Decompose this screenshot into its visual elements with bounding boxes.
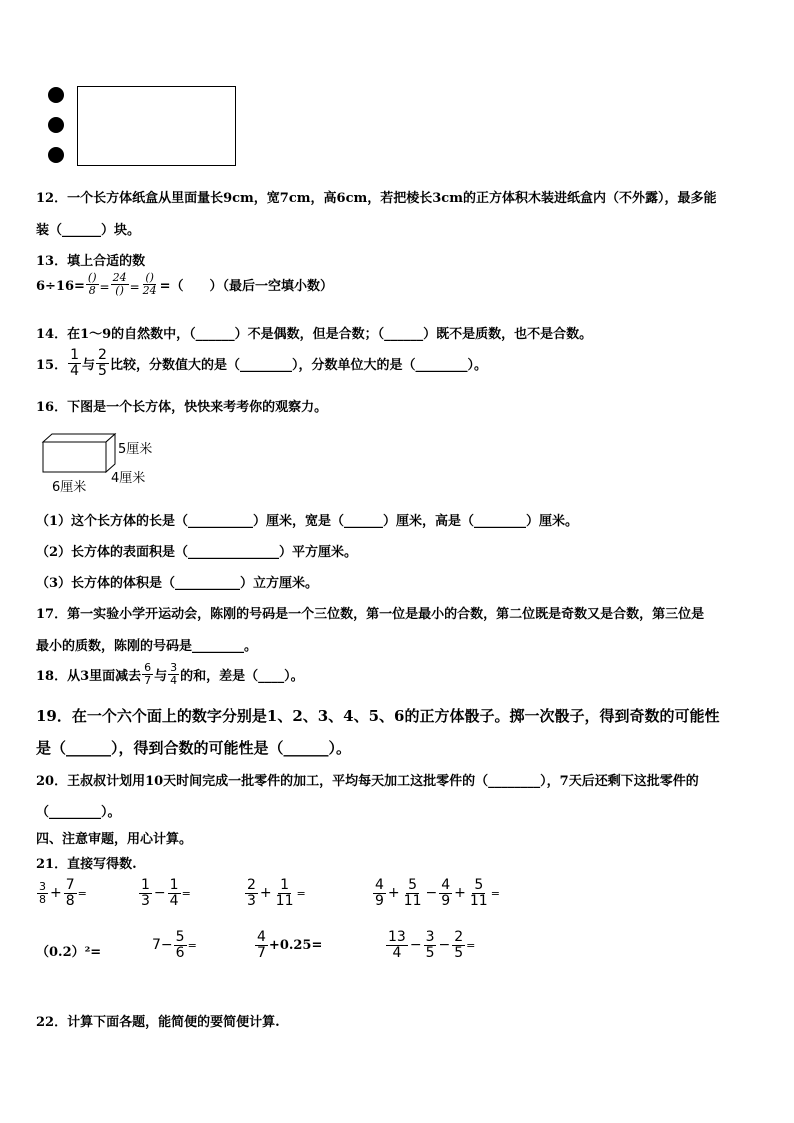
empty-rectangle-figure	[77, 86, 236, 166]
q13-f3-numerator: ()	[145, 271, 154, 284]
q21-e4-frac-a	[373, 878, 386, 908]
denominator: 3	[141, 892, 150, 909]
q15-rest: 比较，分数值大的是（________），分数单位大的是（________）。	[109, 357, 487, 373]
q16-sub1: （1）这个长方体的长是（__________）厘米，宽是（______）厘米，高是（________）厘米。	[36, 514, 579, 529]
denominator: 3	[247, 892, 256, 909]
numerator: 4	[441, 877, 451, 893]
q21-expr-4	[372, 878, 500, 908]
q21-expr-3	[244, 878, 306, 908]
denominator: 8	[65, 892, 75, 909]
denominator: 11	[403, 892, 422, 909]
q21-title: 21．直接写得数.	[36, 857, 137, 872]
q21-expr-8	[385, 930, 475, 960]
q17-line2: 最小的质数，陈刚的号码是________。	[36, 639, 258, 654]
q16-title: 16．下图是一个长方体，快快来考考你的观察力。	[36, 400, 328, 415]
q15-f1-numerator: 1	[70, 347, 80, 363]
q13-fraction-3	[141, 272, 159, 296]
q12-line1: 12．一个长方体纸盒从里面量长9cm，宽7cm，高6cm，若把棱长3cm的正方体积木装进纸盒内（不外露），最多能	[36, 191, 717, 206]
cuboid-label-width: 4厘米	[111, 471, 146, 486]
q20-line1: 20．王叔叔计划用10天时间完成一批零件的加工，平均每天加工这批零件的（________），7天后还剩下这批零件的	[36, 774, 699, 789]
q13-title: 13．填上合适的数	[36, 254, 146, 269]
equals: =	[296, 886, 306, 900]
bullet-dot-3	[48, 147, 64, 163]
equals: =	[466, 938, 476, 952]
numerator: 1	[141, 877, 150, 893]
numerator: 7	[65, 877, 75, 893]
q21-e4-frac-c	[439, 878, 452, 908]
q21-e7-frac-a	[255, 930, 268, 960]
q21-expr-2	[138, 878, 191, 908]
denominator: 8	[39, 892, 46, 906]
denominator: 4	[169, 892, 179, 909]
q13-f1-denominator: 8	[88, 283, 96, 297]
numerator: 5	[408, 877, 418, 893]
q15-fraction-2	[96, 348, 109, 378]
operator: +	[259, 885, 272, 902]
denominator: 9	[441, 892, 451, 909]
q17-line1: 17．第一实验小学开运动会，陈刚的号码是一个三位数，第一位是最小的合数，第二位既是奇数又是合数，第三位是	[36, 607, 705, 622]
q18-post: 的和，差是（____）。	[180, 668, 304, 684]
q13-prefix: 6÷16=	[36, 279, 85, 295]
expr-prefix: 7−	[152, 937, 173, 954]
q13-eq2: =	[129, 280, 140, 295]
q14-text: 14．在1～9的自然数中，（______）不是偶数，但是合数；（______）既不是质数，也不是合数。	[36, 327, 593, 342]
equals: =	[77, 886, 87, 900]
expr-suffix: +0.25=	[268, 937, 323, 953]
q13-f2-denominator: ()	[115, 283, 124, 297]
equals: =	[490, 886, 500, 900]
q21-e6-frac-a	[174, 930, 187, 960]
cuboid-label-length: 6厘米	[52, 480, 87, 495]
numerator: 5	[175, 929, 185, 945]
bullet-dot-2	[48, 117, 64, 133]
q21-expr-5: （0.2）²=	[36, 945, 102, 960]
q21-expr-6	[152, 930, 197, 960]
q21-e3-frac-a	[245, 878, 258, 908]
q15-f2-denominator: 5	[98, 362, 107, 379]
numerator: 2	[454, 929, 464, 945]
cuboid-shape	[43, 434, 115, 472]
q16-sub2: （2）长方体的表面积是（______________）平方厘米。	[36, 545, 358, 560]
q22-title: 22．计算下面各题，能简便的要简便计算.	[36, 1015, 280, 1030]
operator: +	[387, 885, 400, 902]
q13-f2-numerator: 24	[112, 271, 127, 284]
denominator: 4	[392, 944, 402, 961]
q13-fraction-1	[86, 272, 99, 296]
numerator: 3	[39, 880, 46, 894]
q18-fraction-1	[142, 662, 153, 686]
denominator: 9	[375, 892, 384, 909]
q21-e2-frac-b	[168, 878, 181, 908]
operator: −	[409, 937, 422, 954]
q18-fraction-2	[168, 662, 179, 686]
denominator: 5	[454, 944, 464, 961]
denominator: 7	[257, 944, 266, 961]
numerator: 5	[474, 877, 484, 893]
operator: +	[50, 885, 62, 902]
q18-f2-numerator: 3	[170, 661, 178, 674]
q21-e8-frac-b	[424, 930, 437, 960]
q21-expr-1	[36, 878, 87, 908]
q15-fraction-1	[68, 348, 81, 378]
q21-e3-frac-b	[274, 878, 296, 908]
q18-f1-denominator: 7	[144, 673, 152, 687]
q13-eq1: =	[99, 280, 110, 295]
q16-sub3: （3）长方体的体积是（__________）立方厘米。	[36, 576, 319, 591]
numerator: 3	[425, 929, 435, 945]
numerator: 4	[375, 877, 384, 893]
q13-suffix: =（ ）（最后一空填小数）	[159, 279, 334, 295]
q18-text	[36, 662, 304, 686]
operator: −	[153, 885, 166, 902]
cuboid-figure	[40, 432, 120, 478]
equals: =	[187, 938, 197, 952]
operator: −	[438, 937, 451, 954]
denominator: 5	[425, 944, 435, 961]
q18-f1-numerator: 6	[144, 661, 152, 674]
q19-line1: 19．在一个六个面上的数字分别是1、2、3、4、5、6的正方体骰子。掷一次骰子，得到奇数的可能性	[36, 707, 720, 725]
q20-line2: （________）。	[36, 805, 121, 820]
q15-f1-denominator: 4	[70, 362, 80, 379]
equals: =	[181, 886, 191, 900]
bullet-dot-1	[48, 87, 64, 103]
q21-e1-frac-a	[37, 881, 48, 905]
operator: −	[425, 885, 438, 902]
numerator: 1	[169, 877, 179, 893]
q15-number: 15．	[36, 357, 68, 373]
q13-f1-numerator: ()	[87, 271, 97, 284]
q12-line2: 装（______）块。	[36, 223, 141, 238]
operator: +	[454, 885, 466, 902]
q15-text	[36, 348, 487, 378]
q21-e4-frac-d	[468, 878, 490, 908]
q15-f2-numerator: 2	[98, 347, 107, 363]
numerator: 2	[247, 877, 256, 893]
numerator: 4	[257, 929, 266, 945]
denominator: 11	[275, 892, 294, 909]
q18-f2-denominator: 4	[170, 673, 178, 687]
cuboid-label-height: 5厘米	[118, 442, 153, 457]
q18-pre: 18．从3里面减去	[36, 668, 142, 684]
q19-line2: 是（______），得到合数的可能性是（______）。	[36, 739, 352, 757]
denominator: 6	[175, 944, 185, 961]
q21-expr-7	[254, 930, 322, 960]
q15-yu: 与	[82, 357, 96, 373]
numerator: 1	[280, 877, 290, 893]
q21-e4-frac-b	[402, 878, 424, 908]
q13-fraction-2	[111, 272, 129, 296]
q21-e8-frac-a	[386, 930, 408, 960]
q13-equation	[36, 272, 333, 296]
section-4-title: 四、注意审题，用心计算。	[36, 832, 193, 847]
denominator: 11	[469, 892, 488, 909]
q21-e8-frac-c	[452, 930, 465, 960]
q21-e2-frac-a	[139, 878, 152, 908]
q18-yu: 与	[154, 668, 168, 684]
numerator: 13	[388, 929, 406, 945]
q21-e1-frac-b	[64, 878, 77, 908]
q13-f3-denominator: 24	[142, 283, 157, 297]
